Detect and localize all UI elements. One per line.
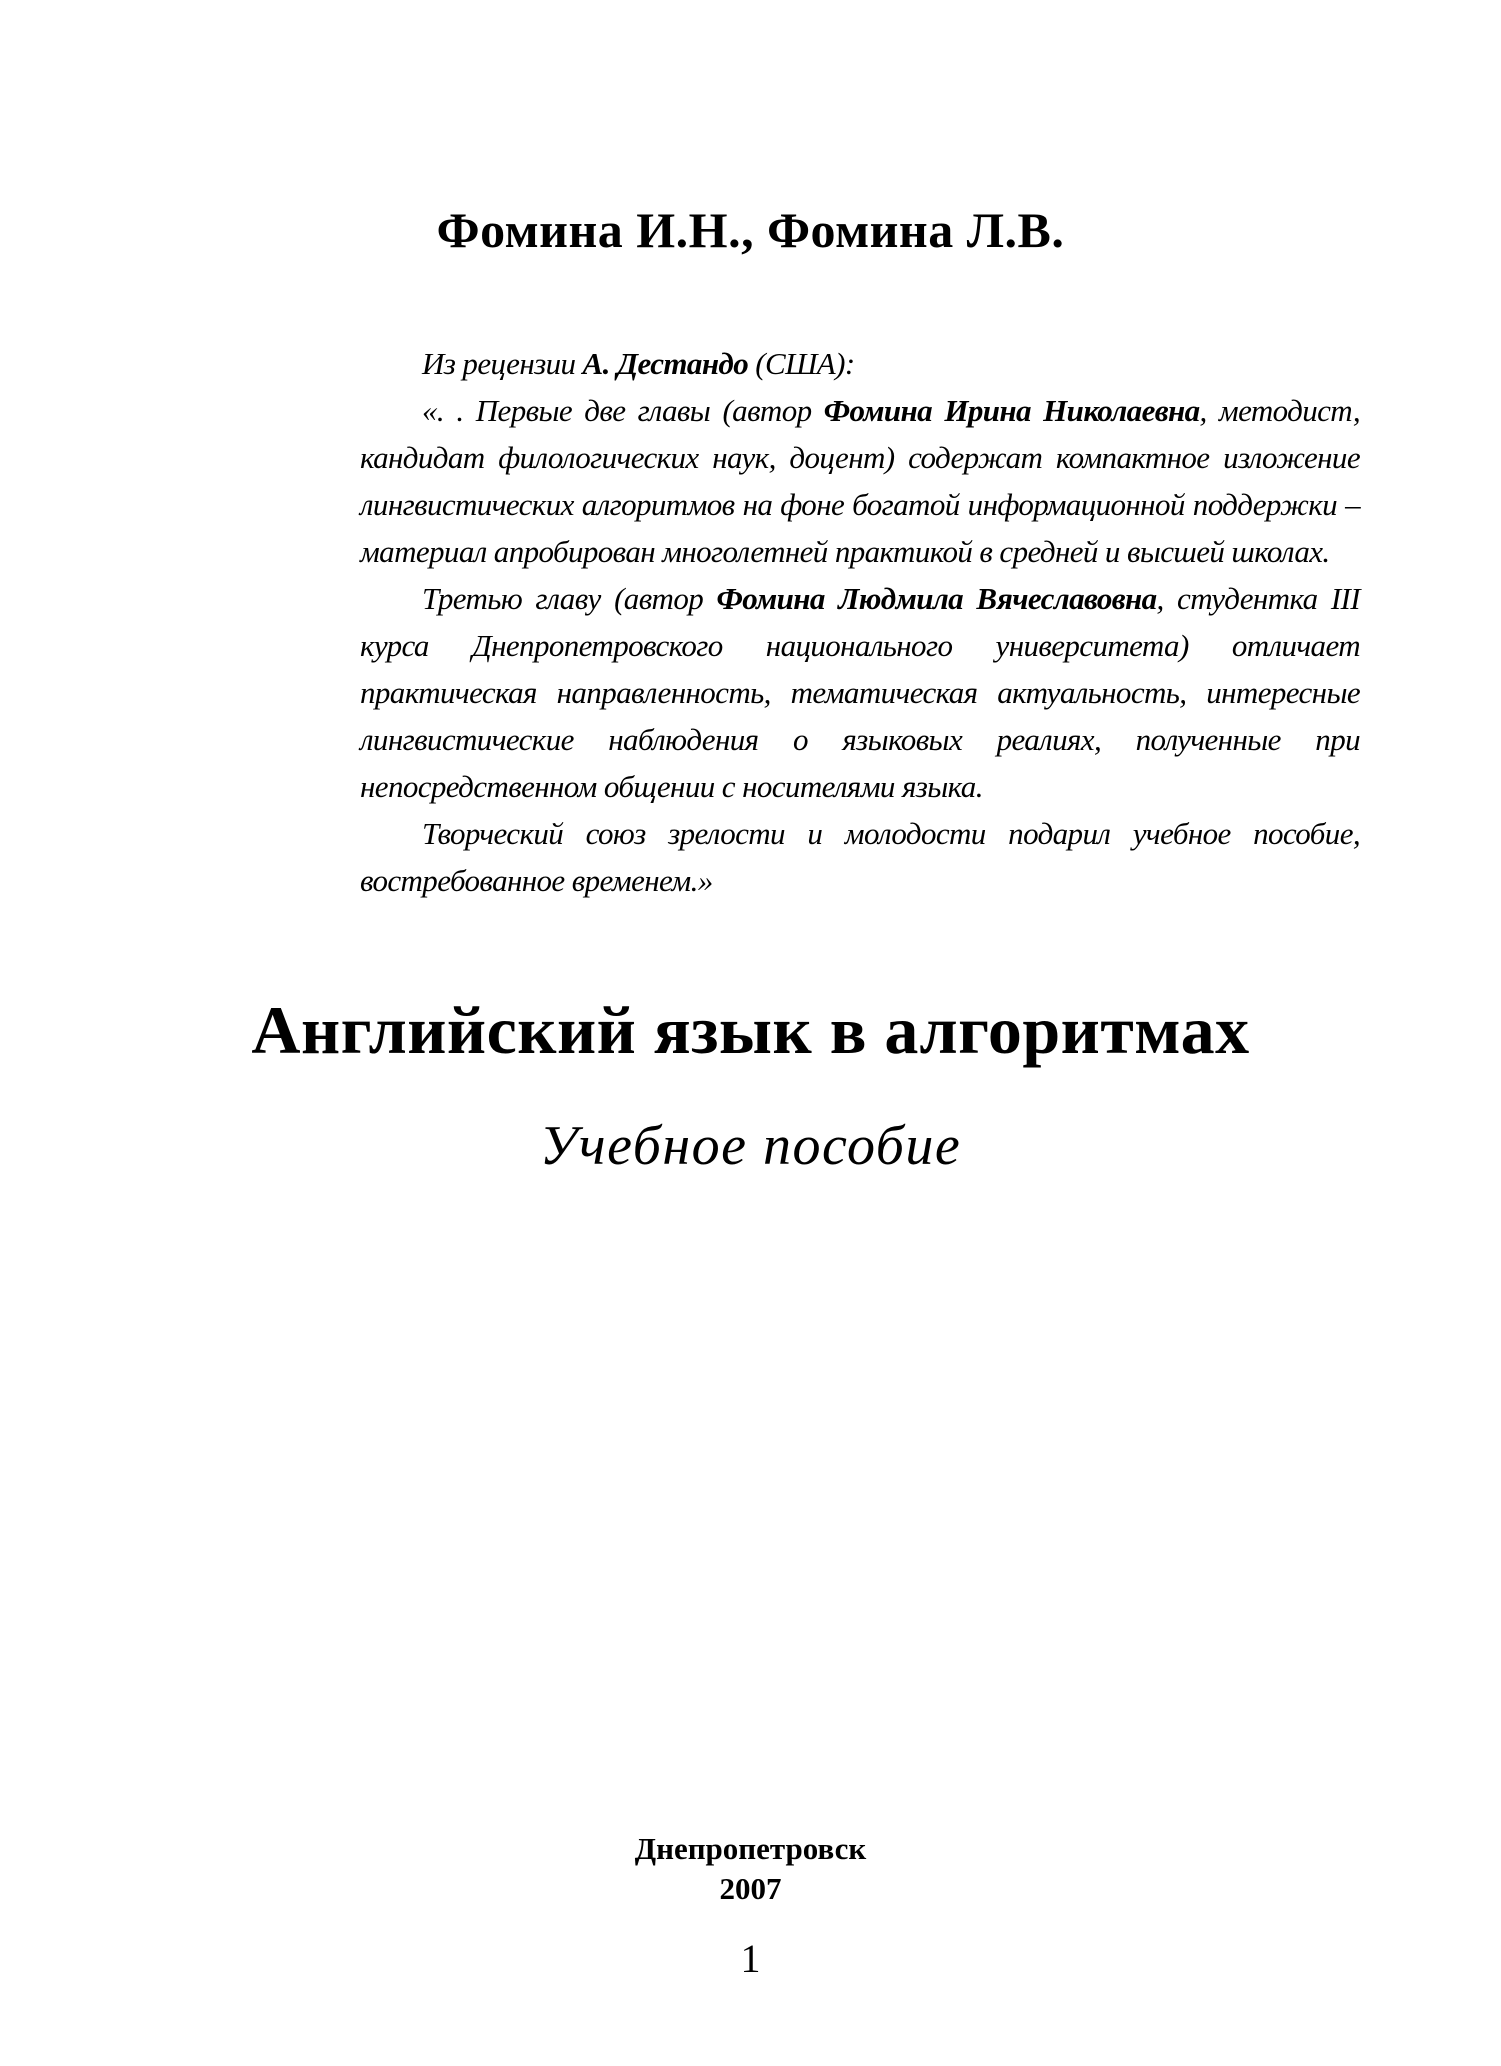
- book-title: Английский язык в алгоритмах: [251, 992, 1250, 1068]
- review-intro-prefix: Из рецензии: [422, 346, 583, 381]
- page-number: 1: [740, 1936, 761, 1981]
- publication-city: Днепропетровск: [634, 1831, 867, 1866]
- publication-year: 2007: [719, 1871, 782, 1906]
- author1-name: Фомина Ирина Николаевна: [823, 393, 1200, 428]
- review-excerpt: [360, 340, 1360, 904]
- book-subtitle: Учебное пособие: [539, 1115, 962, 1177]
- review-p1-suffix: , методист, кандидат филологических наук, доцент) содержат компактное изложение лингвистических алгоритмов на фоне богатой информационной поддержки – материал апробирован многолетней практикой в средней и высшей школах.: [360, 393, 1361, 569]
- reviewer-name: А. Дестандо: [582, 346, 749, 381]
- review-paragraph-2: [360, 575, 1360, 810]
- review-intro: [360, 340, 1360, 387]
- authors-heading: Фомина И.Н., Фомина Л.В.: [436, 202, 1065, 258]
- review-p2-prefix: Третью главу (автор: [422, 581, 717, 616]
- review-p1-prefix: «. . Первые две главы (автор: [422, 393, 824, 428]
- author2-name: Фомина Людмила Вячеславовна: [716, 581, 1157, 616]
- review-intro-suffix: (США):: [748, 346, 855, 381]
- review-p2-suffix: , студентка III курса Днепропетровского национального университета) отличает практическая направленность, тематическая актуальность, интересные лингвистические наблюдения о языковых реалиях, полученные при непосредственном общении с носителями языка.: [360, 581, 1361, 804]
- review-paragraph-3: Творческий союз зрелости и молодости подарил учебное пособие, востребованное временем.»: [360, 816, 1360, 898]
- review-paragraph-1: [360, 387, 1360, 575]
